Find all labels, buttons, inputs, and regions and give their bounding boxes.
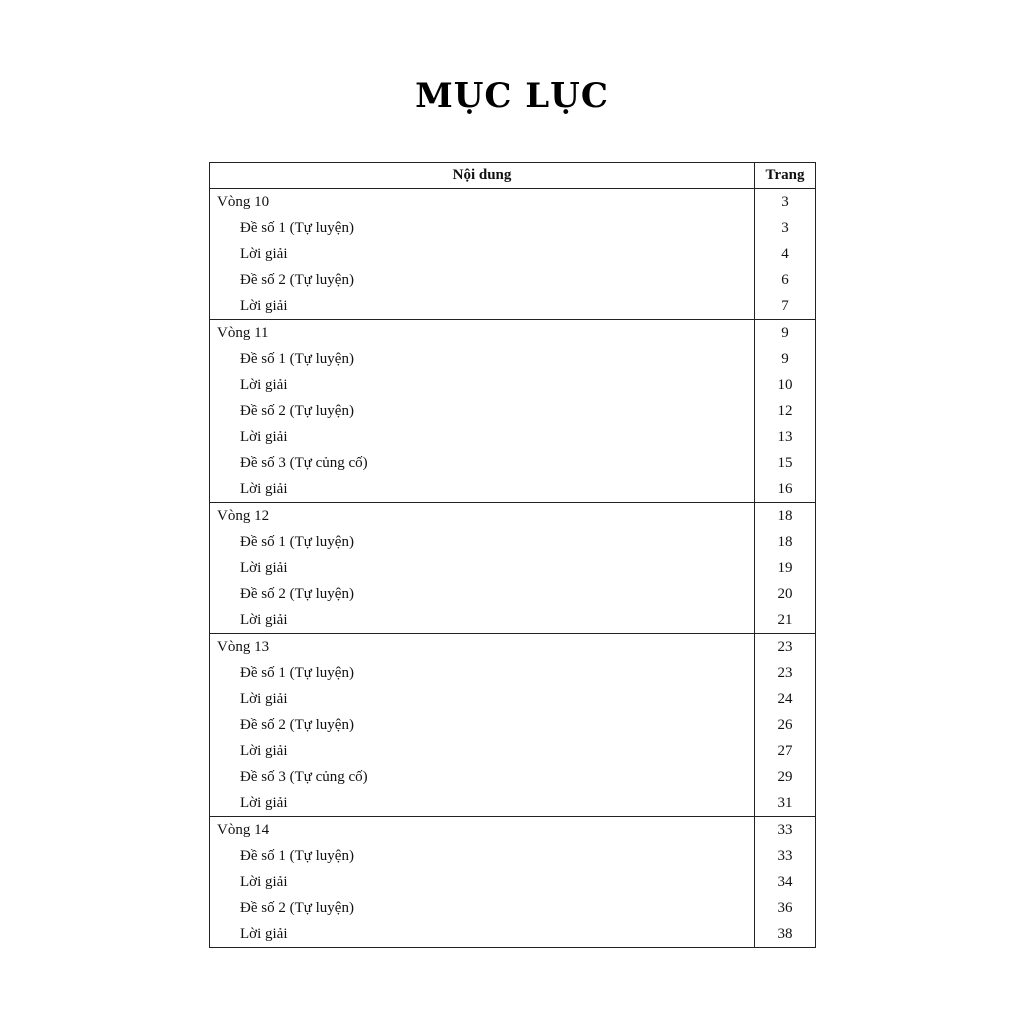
toc-page-number: 7 <box>755 293 816 320</box>
toc-item-row <box>210 450 816 476</box>
toc-page-number: 18 <box>755 503 816 530</box>
toc-item-row <box>210 215 816 241</box>
toc-item-row <box>210 790 816 817</box>
toc-item-label: Đề số 1 (Tự luyện) <box>210 529 755 555</box>
toc-page-number: 23 <box>755 634 816 661</box>
toc-page-number: 27 <box>755 738 816 764</box>
toc-item-row <box>210 424 816 450</box>
toc-item-label: Đề số 1 (Tự luyện) <box>210 346 755 372</box>
table-of-contents <box>209 162 816 948</box>
toc-page-number: 15 <box>755 450 816 476</box>
header-row <box>210 163 816 189</box>
toc-item-row <box>210 738 816 764</box>
toc-item-row <box>210 686 816 712</box>
toc-page-number: 31 <box>755 790 816 817</box>
toc-page-number: 19 <box>755 555 816 581</box>
toc-item-label: Lời giải <box>210 476 755 503</box>
toc-group-label: Vòng 10 <box>210 189 755 216</box>
toc-page-number: 36 <box>755 895 816 921</box>
toc-page-number: 3 <box>755 189 816 216</box>
toc-item-row <box>210 372 816 398</box>
header-page: Trang <box>755 163 816 189</box>
toc-item-label: Đề số 2 (Tự luyện) <box>210 712 755 738</box>
toc-page-number: 21 <box>755 607 816 634</box>
page-title: MỤC LỤC <box>415 76 609 116</box>
toc-page-number: 34 <box>755 869 816 895</box>
toc-page-number: 18 <box>755 529 816 555</box>
toc-page-number: 10 <box>755 372 816 398</box>
toc-item-row <box>210 241 816 267</box>
toc-item-row <box>210 843 816 869</box>
toc-page-number: 38 <box>755 921 816 948</box>
toc-page-number: 4 <box>755 241 816 267</box>
toc-page-number: 6 <box>755 267 816 293</box>
toc-item-label: Lời giải <box>210 790 755 817</box>
toc-group-row <box>210 503 816 530</box>
toc-page-number: 26 <box>755 712 816 738</box>
toc-page-number: 9 <box>755 346 816 372</box>
toc-group-row <box>210 634 816 661</box>
toc-item-row <box>210 476 816 503</box>
toc-item-label: Đề số 1 (Tự luyện) <box>210 215 755 241</box>
header-content: Nội dung <box>210 163 755 189</box>
toc-page-number: 24 <box>755 686 816 712</box>
toc-page-number: 3 <box>755 215 816 241</box>
toc-page-number: 33 <box>755 843 816 869</box>
toc-page-number: 12 <box>755 398 816 424</box>
toc-group-row <box>210 189 816 216</box>
table-body <box>210 189 816 948</box>
toc-group-label: Vòng 12 <box>210 503 755 530</box>
toc-item-label: Đề số 1 (Tự luyện) <box>210 660 755 686</box>
toc-item-label: Đề số 3 (Tự củng cố) <box>210 450 755 476</box>
toc-page-number: 23 <box>755 660 816 686</box>
toc-item-label: Lời giải <box>210 372 755 398</box>
toc-item-label: Đề số 2 (Tự luyện) <box>210 895 755 921</box>
toc-item-row <box>210 869 816 895</box>
toc-item-label: Lời giải <box>210 241 755 267</box>
toc-item-label: Lời giải <box>210 921 755 948</box>
toc-item-row <box>210 660 816 686</box>
toc-item-label: Đề số 3 (Tự củng cố) <box>210 764 755 790</box>
toc-item-row <box>210 764 816 790</box>
toc-item-row <box>210 895 816 921</box>
toc-item-row <box>210 293 816 320</box>
toc-item-row <box>210 529 816 555</box>
toc-item-label: Đề số 1 (Tự luyện) <box>210 843 755 869</box>
toc-item-label: Lời giải <box>210 555 755 581</box>
toc-item-label: Lời giải <box>210 607 755 634</box>
toc-item-label: Lời giải <box>210 869 755 895</box>
toc-item-label: Đề số 2 (Tự luyện) <box>210 267 755 293</box>
toc-page-number: 29 <box>755 764 816 790</box>
toc-item-row <box>210 267 816 293</box>
toc-item-row <box>210 346 816 372</box>
toc-item-label: Đề số 2 (Tự luyện) <box>210 581 755 607</box>
toc-item-label: Lời giải <box>210 424 755 450</box>
toc-page-number: 13 <box>755 424 816 450</box>
toc-group-label: Vòng 13 <box>210 634 755 661</box>
toc-item-label: Lời giải <box>210 686 755 712</box>
toc-page-number: 20 <box>755 581 816 607</box>
toc-item-row <box>210 398 816 424</box>
toc-item-row <box>210 555 816 581</box>
toc-item-label: Lời giải <box>210 738 755 764</box>
toc-item-row <box>210 712 816 738</box>
toc-item-label: Lời giải <box>210 293 755 320</box>
toc-item-row <box>210 607 816 634</box>
toc-group-label: Vòng 14 <box>210 817 755 844</box>
table-header <box>210 163 816 189</box>
toc-item-row <box>210 581 816 607</box>
toc-group-row <box>210 817 816 844</box>
toc-page-number: 33 <box>755 817 816 844</box>
toc-item-label: Đề số 2 (Tự luyện) <box>210 398 755 424</box>
toc-page-number: 16 <box>755 476 816 503</box>
toc-item-row <box>210 921 816 948</box>
toc-page-number: 9 <box>755 320 816 347</box>
toc-group-row <box>210 320 816 347</box>
toc-group-label: Vòng 11 <box>210 320 755 347</box>
